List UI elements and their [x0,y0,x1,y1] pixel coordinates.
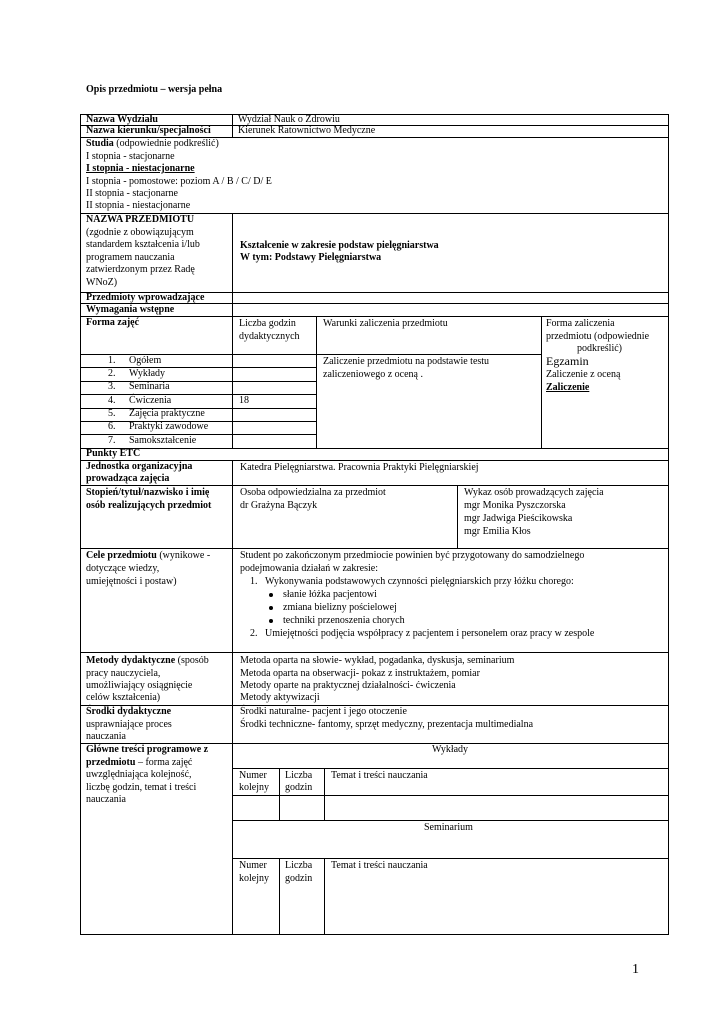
liczba-godzin-header: dydaktycznych [239,331,300,342]
temat-header: Temat i treści nauczania [331,770,428,781]
wydzial-label: Nazwa Wydziału [86,114,158,125]
jednostka-value: Katedra Pielęgniarstwa. Pracownia Praktyki Pielęgniarskiej [240,462,479,473]
srodki-value: Środki techniczne- fantomy, sprzęt medyczny, prezentacja multimedialna [240,719,534,730]
forma-num: 2. [108,368,116,379]
tresci-label: Główne treści programowe z [86,744,209,755]
liczba-godzin-header: Liczba godzin [239,318,296,329]
studia-option: I stopnia - stacjonarne [86,151,175,162]
numer-header: Numer [239,860,267,871]
warunki-value: Zaliczenie przedmiotu na podstawie testu [323,356,490,367]
cele-bullet: słanie łóżka pacjentowi [269,589,377,602]
document-title: Opis przedmiotu – wersja pełna [86,84,223,95]
wyklady-heading: Wykłady [432,744,469,755]
forma-name: Samokształcenie [129,435,197,446]
column-divider [541,316,542,448]
nazwa-note: zatwierdzonym przez Radę [86,264,195,275]
column-divider [324,858,325,935]
metody-note: umożliwiający osiągnięcie [86,680,193,691]
tresci-note: liczbę godzin, temat i treści [86,782,197,793]
seminarium-heading: Seminarium [424,822,473,833]
row-divider [232,858,669,859]
przedmioty-wprowadzajace-label: Przedmioty wprowadzające [86,292,205,303]
jednostka-label: prowadząca zajęcia [86,473,170,484]
warunki-zaliczenia-header: Warunki zaliczenia przedmiotu [323,318,448,329]
forma-name: Seminaria [129,381,170,392]
jednostka-label: Jednostka organizacyjna [86,461,193,472]
osoba-odpowiedzialna-value: dr Grażyna Bączyk [240,500,318,511]
column-divider [279,768,280,820]
cele-item-2: 2. Umiejętności podjęcia współpracy z pacjentem i personelem oraz pracy w zespole [250,628,595,639]
kierunek-value: Kierunek Ratownictwo Medyczne [238,125,376,136]
row-divider [232,795,669,796]
numer-header: Numer [239,770,267,781]
tresci-note: nauczania [86,794,126,805]
zaliczenie-z-ocena-option: Zaliczenie z oceną [546,369,621,380]
numer-header: kolejny [239,873,269,884]
studia-option: II stopnia - stacjonarne [86,188,178,199]
wymagania-wstepne-label: Wymagania wstępne [86,304,175,315]
liczba-header: godzin [285,782,313,793]
liczba-header: godzin [285,873,313,884]
forma-zaliczenia-header: przedmiotu (odpowiednie [546,331,650,342]
column-divider [232,460,233,935]
stopien-label: osób realizujących przedmiot [86,500,212,511]
punkty-etc-label: Punkty ETC [86,448,141,459]
nazwa-note: (zgodnie z obowiązującym [86,227,194,238]
liczba-header: Liczba [285,860,313,871]
metody-note: celów kształcenia) [86,692,161,703]
studia-option: II stopnia - niestacjonarne [86,200,191,211]
metody-value: Metoda oparta na słowie- wykład, pogadanka, dyskusja, seminarium [240,655,515,666]
forma-name: Ogółem [129,355,162,366]
metody-value: Metody oparte na praktycznej działalności- ćwiczenia [240,680,456,691]
column-divider [316,316,317,448]
cele-note: umiejętności i postaw) [86,576,177,587]
forma-zaliczenia-header: Forma zaliczenia [546,318,615,329]
bullet-icon [269,593,273,597]
numer-header: kolejny [239,782,269,793]
bullet-icon [269,606,273,610]
row-divider [80,448,669,449]
cele-item-1: 1. Wykonywania podstawowych czynności pielęgniarskich przy łóżku chorego: [250,576,574,587]
metody-label: Metody dydaktyczne (sposób [86,655,209,666]
metody-value: Metody aktywizacji [240,692,320,703]
srodki-note: nauczania [86,731,126,742]
cele-bullet: zmiana bielizny pościelowej [269,602,397,615]
forma-num: 6. [108,421,116,432]
nazwa-value-sub: W tym: Podstawy Pielęgniarstwa [240,252,382,263]
cele-intro: Student po zakończonym przedmiocie powinien być przygotowany do samodzielnego [240,550,585,561]
wykaz-item: mgr Emilia Kłos [464,526,531,537]
studia-option-selected: I stopnia - niestacjonarne [86,163,195,174]
forma-name: Zajęcia praktyczne [129,408,205,419]
nazwa-note: programem nauczania [86,252,175,263]
studia-heading: Studia (odpowiednie podkreślić) [86,138,219,149]
nazwa-label: NAZWA PRZEDMIOTU [86,214,195,225]
wykaz-item: mgr Jadwiga Pieścikowska [464,513,573,524]
osoba-odpowiedzialna-label: Osoba odpowiedzialna za przedmiot [240,487,386,498]
forma-num: 5. [108,408,116,419]
cele-bullet: techniki przenoszenia chorych [269,615,405,628]
cele-intro: podejmowania działań w zakresie: [240,563,378,574]
srodki-value: Środki naturalne- pacjent i jego otoczenie [240,706,407,717]
bullet-icon [269,619,273,623]
cele-label: Cele przedmiotu (wynikowe - [86,550,211,561]
liczba-header: Liczba [285,770,313,781]
row-divider [232,820,669,821]
column-divider [232,213,233,448]
stopien-label: Stopień/tytuł/nazwisko i imię [86,487,210,498]
nazwa-note: standardem kształcenia i/lub [86,239,200,250]
forma-num: 7. [108,435,116,446]
srodki-label: Środki dydaktyczne [86,706,172,717]
tresci-note: uwzględniająca kolejność, [86,769,192,780]
column-divider [279,858,280,935]
forma-name: Wykłady [129,368,166,379]
forma-hours: 18 [239,395,249,406]
wykaz-item: mgr Monika Pyszczorska [464,500,566,511]
forma-num: 1. [108,355,116,366]
column-divider [232,114,233,138]
egzamin-option: Egzamin [546,354,589,368]
forma-num: 3. [108,381,116,392]
kierunek-label: Nazwa kierunku/specjalności [86,125,211,136]
column-divider [457,485,458,548]
row-divider [80,652,669,653]
forma-zaliczenia-header: podkreślić) [577,343,622,354]
forma-zajec-label: Forma zajęć [86,317,140,328]
metody-note: pracy nauczyciela, [86,668,161,679]
forma-name: Praktyki zawodowe [129,421,209,432]
forma-name: Ćwiczenia [129,395,172,406]
page-number: 1 [632,962,639,977]
column-divider [324,768,325,820]
studia-option: I stopnia - pomostowe: poziom A / B / C/ D/ E [86,176,272,187]
forma-num: 4. [108,395,116,406]
warunki-value: zaliczeniowego z oceną . [323,369,423,380]
wykaz-label: Wykaz osób prowadzących zajęcia [464,487,604,498]
wydzial-value: Wydział Nauk o Zdrowiu [238,114,340,125]
temat-header: Temat i treści nauczania [331,860,428,871]
nazwa-note: WNoZ) [86,277,118,288]
row-divider [80,548,669,549]
nazwa-value: Kształcenie w zakresie podstaw pielęgniarstwa [240,240,439,251]
tresci-label: przedmiotu – forma zajęć [86,757,193,768]
srodki-note: usprawniające proces [86,719,172,730]
row-divider [232,768,669,769]
zaliczenie-option-selected: Zaliczenie [546,382,590,393]
metody-value: Metoda oparta na obserwacji- pokaz z instruktażem, pomiar [240,668,480,679]
cele-note: dotyczące wiedzy, [86,563,160,574]
